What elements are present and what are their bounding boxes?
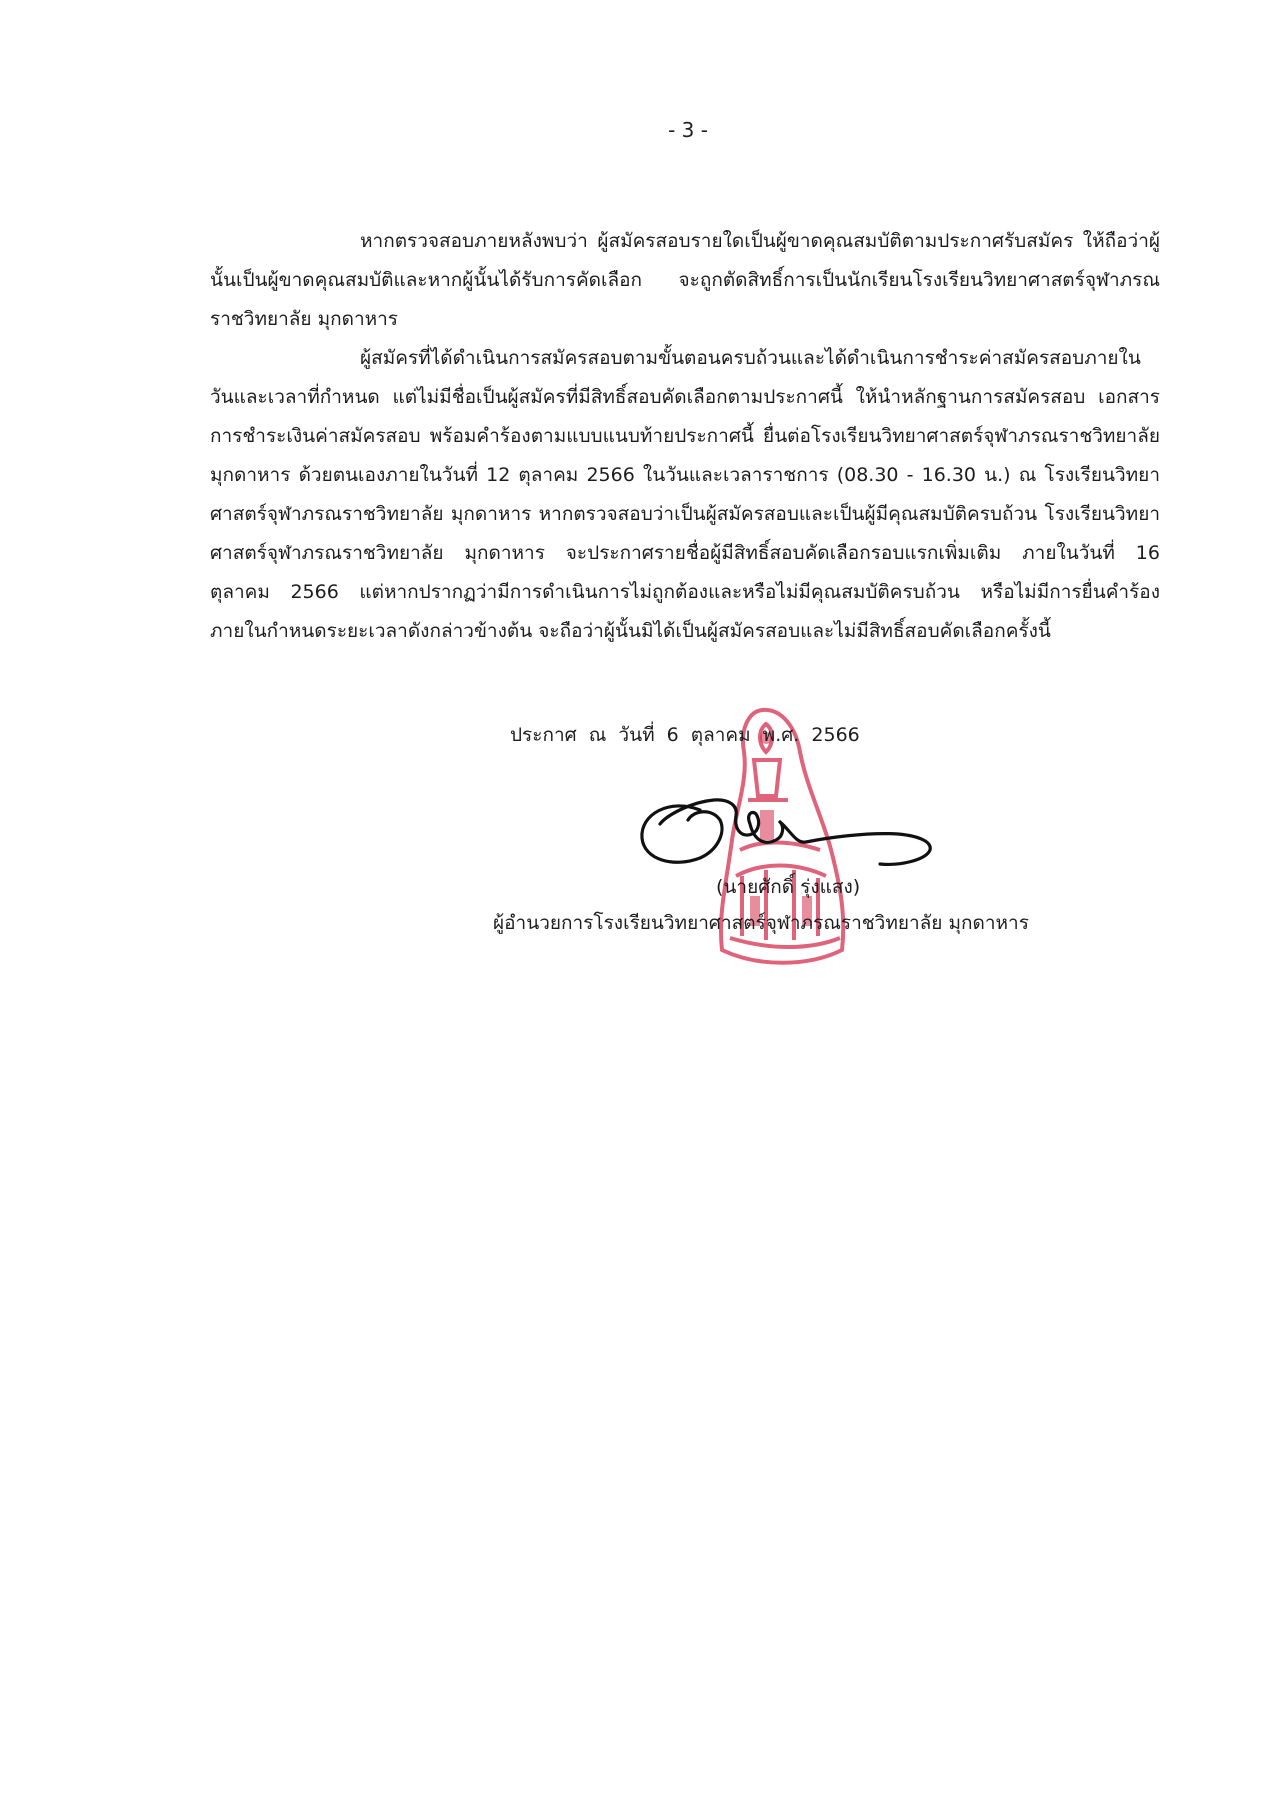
- handwritten-signature-icon: [630, 780, 940, 880]
- paragraph-appeal-procedure: ผู้สมัครที่ได้ดำเนินการสมัครสอบตามขั้นตอนครบถ้วนและได้ดำเนินการชำระค่าสมัครสอบภายในวันและเวลาที่กำหนด แต่ไม่มีชื่อเป็นผู้สมัครที่มีสิทธิ์สอบคัดเลือกตามประกาศนี้ ให้นำหลักฐานการสมัครสอบ เอกสารการชำระเงินค่าสมัครสอบ พร้อมคำร้องตามแบบแนบท้ายประกาศนี้ ยื่นต่อโรงเรียนวิทยาศาสตร์จุฬาภรณราชวิทยาลัย มุกดาหาร ด้วยตนเองภายในวันที่ 12 ตุลาคม 2566 ในวันและเวลาราชการ (08.30 - 16.30 น.) ณ โรงเรียนวิทยาศาสตร์จุฬาภรณราชวิทยาลัย มุกดาหาร หากตรวจสอบว่าเป็นผู้สมัครสอบและเป็นผู้มีคุณสมบัติครบถ้วน โรงเรียนวิทยาศาสตร์จุฬาภรณราชวิทยาลัย มุกดาหาร จะประกาศรายชื่อผู้มีสิทธิ์สอบคัดเลือกรอบแรกเพิ่มเติม ภายในวันที่ 16 ตุลาคม 2566 แต่หากปรากฏว่ามีการดำเนินการไม่ถูกต้องและหรือไม่มีคุณสมบัติครบถ้วน หรือไม่มีการยื่นคำร้องภายในกำหนดระยะเวลาดังกล่าวข้างต้น จะถือว่าผู้นั้นมิได้เป็นผู้สมัครสอบและไม่มีสิทธิ์สอบคัดเลือกครั้งนี้: [210, 347, 1160, 642]
- signer-position: ผู้อำนวยการโรงเรียนวิทยาศาสตร์จุฬาภรณราชวิทยาลัย มุกดาหาร: [493, 912, 1029, 934]
- announcement-date: ประกาศ ณ วันที่ 6 ตุลาคม พ.ศ. 2566: [510, 724, 860, 746]
- document-body: [210, 222, 1160, 651]
- signer-name: (นายศักดิ์ รุ่งแสง): [716, 876, 861, 898]
- page-number: - 3 -: [668, 118, 708, 142]
- paragraph-disqualification: หากตรวจสอบภายหลังพบว่า ผู้สมัครสอบรายใดเป็นผู้ขาดคุณสมบัติตามประกาศรับสมัคร ให้ถือว่าผู้นั้นเป็นผู้ขาดคุณสมบัติและหากผู้นั้นได้รับการคัดเลือก จะถูกตัดสิทธิ์การเป็นนักเรียนโรงเรียนวิทยาศาสตร์จุฬาภรณราชวิทยาลัย มุกดาหาร: [210, 230, 1160, 330]
